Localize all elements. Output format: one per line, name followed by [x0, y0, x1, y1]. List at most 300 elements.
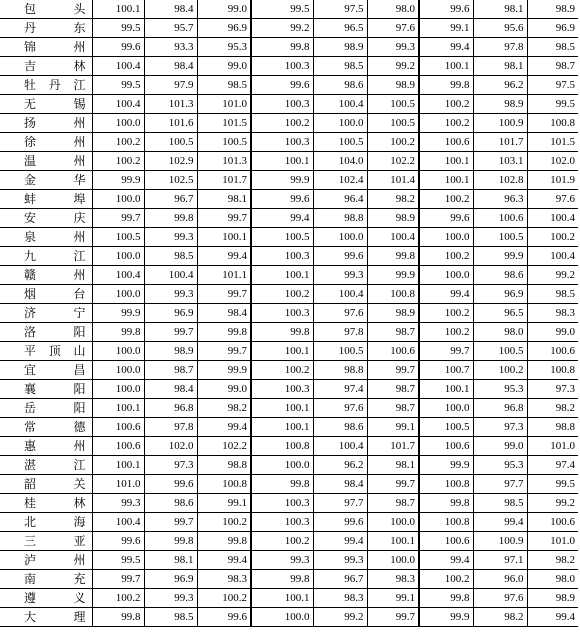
index-value: 100.1	[251, 266, 313, 285]
index-value: 97.6	[527, 190, 578, 209]
index-value: 98.5	[313, 57, 367, 76]
index-value: 99.6	[92, 38, 144, 57]
table-row	[0, 304, 578, 323]
index-value: 98.1	[473, 57, 527, 76]
index-value: 98.2	[197, 399, 251, 418]
table-row	[0, 475, 578, 494]
index-value: 98.9	[527, 589, 578, 608]
index-value: 100.2	[197, 513, 251, 532]
index-value: 98.3	[197, 570, 251, 589]
index-value: 98.8	[197, 456, 251, 475]
index-value: 99.8	[419, 589, 473, 608]
index-value: 100.2	[251, 361, 313, 380]
index-value: 98.5	[527, 285, 578, 304]
index-value: 101.9	[527, 171, 578, 190]
index-value: 100.4	[313, 285, 367, 304]
index-value: 99.4	[419, 551, 473, 570]
index-value: 102.5	[144, 171, 197, 190]
index-value: 98.7	[367, 494, 419, 513]
index-value: 98.9	[473, 95, 527, 114]
index-value: 101.5	[527, 133, 578, 152]
city-name: 温 州	[0, 152, 92, 171]
table-row	[0, 114, 578, 133]
index-value: 98.2	[527, 399, 578, 418]
index-value: 97.1	[473, 551, 527, 570]
index-value: 99.3	[313, 266, 367, 285]
index-value: 98.3	[367, 570, 419, 589]
index-value: 100.2	[419, 247, 473, 266]
index-value: 101.3	[144, 95, 197, 114]
index-value: 98.4	[313, 475, 367, 494]
index-value: 98.5	[144, 608, 197, 627]
index-value: 98.1	[144, 551, 197, 570]
index-value: 100.0	[92, 285, 144, 304]
index-value: 100.6	[419, 133, 473, 152]
index-value: 100.3	[251, 513, 313, 532]
index-value: 100.4	[527, 209, 578, 228]
city-name: 烟 台	[0, 285, 92, 304]
index-value: 96.9	[144, 304, 197, 323]
index-value: 99.8	[197, 323, 251, 342]
index-value: 96.2	[473, 76, 527, 95]
table-row	[0, 190, 578, 209]
city-name: 襄 阳	[0, 380, 92, 399]
index-value: 99.3	[144, 589, 197, 608]
index-value: 100.0	[92, 247, 144, 266]
table-row	[0, 437, 578, 456]
index-value: 98.7	[144, 361, 197, 380]
city-name: 蚌 埠	[0, 190, 92, 209]
index-value: 101.6	[144, 114, 197, 133]
index-value: 100.1	[251, 399, 313, 418]
index-value: 99.5	[92, 551, 144, 570]
city-name: 泸 州	[0, 551, 92, 570]
index-value: 99.9	[419, 456, 473, 475]
index-value: 100.1	[419, 380, 473, 399]
index-value: 100.1	[251, 342, 313, 361]
index-value: 100.0	[419, 228, 473, 247]
index-value: 98.5	[197, 76, 251, 95]
city-name: 九 江	[0, 247, 92, 266]
index-value: 100.2	[419, 190, 473, 209]
index-value: 100.0	[251, 608, 313, 627]
index-value: 93.3	[144, 38, 197, 57]
index-value: 100.5	[367, 114, 419, 133]
index-value: 100.3	[251, 133, 313, 152]
index-value: 100.1	[197, 228, 251, 247]
index-value: 102.4	[313, 171, 367, 190]
index-value: 101.7	[197, 171, 251, 190]
table-row	[0, 247, 578, 266]
index-value: 98.6	[313, 76, 367, 95]
index-value: 100.1	[419, 57, 473, 76]
index-value: 99.4	[197, 418, 251, 437]
index-value: 96.8	[144, 399, 197, 418]
index-value: 100.0	[92, 190, 144, 209]
index-value: 99.4	[197, 551, 251, 570]
index-value: 100.1	[419, 171, 473, 190]
index-value: 100.4	[313, 437, 367, 456]
index-value: 99.6	[144, 475, 197, 494]
table-row	[0, 532, 578, 551]
index-value: 98.0	[473, 323, 527, 342]
index-value: 100.6	[527, 342, 578, 361]
city-name: 无 锡	[0, 95, 92, 114]
index-value: 100.2	[251, 114, 313, 133]
index-value: 99.0	[197, 380, 251, 399]
index-value: 96.4	[313, 190, 367, 209]
index-value: 96.8	[473, 399, 527, 418]
city-name: 扬 州	[0, 114, 92, 133]
index-value: 99.3	[251, 551, 313, 570]
index-value: 98.3	[527, 304, 578, 323]
index-value: 97.4	[313, 380, 367, 399]
index-value: 99.9	[419, 608, 473, 627]
index-value: 99.8	[144, 532, 197, 551]
city-name: 宜 昌	[0, 361, 92, 380]
index-value: 100.4	[92, 513, 144, 532]
city-name: 包 头	[0, 0, 92, 19]
index-value: 99.5	[92, 19, 144, 38]
index-value: 100.0	[367, 513, 419, 532]
index-value: 100.4	[367, 228, 419, 247]
index-value: 100.4	[92, 95, 144, 114]
city-name: 安 庆	[0, 209, 92, 228]
index-value: 99.4	[527, 608, 578, 627]
index-value: 96.9	[144, 570, 197, 589]
index-value: 100.5	[313, 342, 367, 361]
index-value: 99.5	[251, 0, 313, 19]
index-value: 98.8	[313, 361, 367, 380]
index-value: 99.4	[473, 513, 527, 532]
index-value: 98.7	[527, 57, 578, 76]
index-value: 100.1	[92, 399, 144, 418]
index-value: 100.7	[419, 361, 473, 380]
index-value: 96.7	[144, 190, 197, 209]
index-value: 100.2	[197, 589, 251, 608]
index-value: 100.2	[251, 532, 313, 551]
table-row	[0, 551, 578, 570]
index-value: 100.8	[419, 475, 473, 494]
index-value: 100.2	[527, 228, 578, 247]
index-value: 100.1	[251, 418, 313, 437]
index-value: 100.6	[367, 342, 419, 361]
index-value: 99.9	[92, 171, 144, 190]
table-row	[0, 589, 578, 608]
index-value: 99.7	[367, 361, 419, 380]
index-value: 99.8	[251, 38, 313, 57]
index-value: 97.7	[313, 494, 367, 513]
index-value: 96.0	[473, 570, 527, 589]
index-value: 100.8	[527, 361, 578, 380]
index-value: 99.7	[92, 570, 144, 589]
index-value: 100.1	[419, 152, 473, 171]
index-value: 99.8	[92, 608, 144, 627]
index-value: 99.7	[197, 209, 251, 228]
index-value: 99.7	[419, 342, 473, 361]
index-value: 100.2	[251, 285, 313, 304]
index-value: 99.8	[419, 494, 473, 513]
index-value: 100.6	[473, 209, 527, 228]
index-value: 99.3	[313, 551, 367, 570]
index-value: 100.1	[251, 589, 313, 608]
index-value: 100.9	[473, 532, 527, 551]
index-value: 100.5	[367, 95, 419, 114]
index-value: 97.6	[313, 399, 367, 418]
index-value: 100.2	[92, 133, 144, 152]
index-value: 99.3	[144, 285, 197, 304]
index-value: 99.8	[251, 570, 313, 589]
table-row	[0, 342, 578, 361]
index-value: 100.4	[313, 95, 367, 114]
index-value: 97.7	[473, 475, 527, 494]
index-value: 100.0	[92, 114, 144, 133]
index-value: 98.2	[527, 551, 578, 570]
index-value: 98.4	[144, 0, 197, 19]
index-value: 98.7	[367, 323, 419, 342]
index-value: 99.8	[251, 475, 313, 494]
index-value: 99.7	[197, 285, 251, 304]
index-value: 101.1	[197, 266, 251, 285]
index-value: 100.0	[419, 266, 473, 285]
index-value: 99.8	[144, 209, 197, 228]
city-name: 惠 州	[0, 437, 92, 456]
index-value: 98.5	[527, 38, 578, 57]
index-value: 100.4	[144, 266, 197, 285]
table-row	[0, 323, 578, 342]
index-value: 101.3	[197, 152, 251, 171]
index-value: 99.6	[419, 209, 473, 228]
index-value: 97.5	[313, 0, 367, 19]
city-name: 徐 州	[0, 133, 92, 152]
table-row	[0, 0, 578, 19]
index-value: 98.5	[473, 494, 527, 513]
table-row	[0, 608, 578, 627]
index-value: 96.5	[473, 304, 527, 323]
index-value: 96.5	[313, 19, 367, 38]
index-value: 99.5	[92, 76, 144, 95]
city-name: 赣 州	[0, 266, 92, 285]
index-value: 101.0	[527, 532, 578, 551]
index-value: 99.0	[473, 437, 527, 456]
index-value: 100.0	[92, 380, 144, 399]
index-value: 98.0	[527, 570, 578, 589]
index-value: 100.2	[92, 152, 144, 171]
index-value: 99.9	[473, 247, 527, 266]
index-value: 100.8	[197, 475, 251, 494]
city-name: 遵 义	[0, 589, 92, 608]
index-value: 100.2	[419, 114, 473, 133]
index-value: 99.6	[92, 532, 144, 551]
index-value: 95.6	[473, 19, 527, 38]
index-value: 99.4	[197, 247, 251, 266]
index-value: 100.1	[367, 532, 419, 551]
index-value: 97.5	[527, 76, 578, 95]
city-name: 常 德	[0, 418, 92, 437]
index-value: 96.9	[473, 285, 527, 304]
city-name: 三 亚	[0, 532, 92, 551]
table-row	[0, 418, 578, 437]
index-value: 97.9	[144, 76, 197, 95]
index-value: 99.7	[367, 475, 419, 494]
index-value: 99.4	[419, 38, 473, 57]
index-value: 99.1	[367, 589, 419, 608]
table-row	[0, 38, 578, 57]
index-value: 98.8	[527, 418, 578, 437]
index-value: 101.7	[473, 133, 527, 152]
index-value: 102.0	[144, 437, 197, 456]
index-value: 98.9	[367, 209, 419, 228]
index-value: 98.2	[367, 190, 419, 209]
index-value: 98.6	[473, 266, 527, 285]
index-value: 99.8	[367, 247, 419, 266]
city-name: 金 华	[0, 171, 92, 190]
index-value: 100.3	[251, 494, 313, 513]
index-value: 101.7	[367, 437, 419, 456]
index-value: 98.5	[144, 247, 197, 266]
index-value: 98.9	[313, 38, 367, 57]
index-value: 97.8	[313, 323, 367, 342]
index-value: 99.8	[251, 323, 313, 342]
index-value: 99.6	[313, 247, 367, 266]
index-value: 97.6	[473, 589, 527, 608]
index-value: 98.9	[367, 304, 419, 323]
city-name: 洛 阳	[0, 323, 92, 342]
table-row	[0, 399, 578, 418]
index-value: 100.3	[251, 247, 313, 266]
index-value: 100.3	[251, 95, 313, 114]
city-name: 丹 东	[0, 19, 92, 38]
table-row	[0, 380, 578, 399]
index-value: 99.8	[419, 76, 473, 95]
index-value: 100.2	[419, 304, 473, 323]
index-value: 98.8	[313, 209, 367, 228]
index-value: 100.9	[473, 114, 527, 133]
index-value: 99.9	[367, 266, 419, 285]
index-value: 99.6	[197, 608, 251, 627]
index-value: 100.0	[419, 399, 473, 418]
index-value: 99.1	[367, 418, 419, 437]
index-value: 100.8	[527, 114, 578, 133]
index-value: 99.2	[367, 57, 419, 76]
index-value: 96.9	[197, 19, 251, 38]
index-value: 100.5	[473, 228, 527, 247]
index-value: 100.3	[251, 304, 313, 323]
index-value: 99.7	[144, 513, 197, 532]
index-value: 100.5	[251, 228, 313, 247]
index-value: 100.6	[92, 418, 144, 437]
index-value: 98.4	[144, 57, 197, 76]
index-value: 99.6	[313, 513, 367, 532]
table-row	[0, 285, 578, 304]
table-row	[0, 76, 578, 95]
index-value: 100.5	[473, 342, 527, 361]
index-value: 99.6	[251, 190, 313, 209]
city-name: 北 海	[0, 513, 92, 532]
index-value: 100.8	[419, 513, 473, 532]
index-value: 99.9	[197, 361, 251, 380]
city-name: 吉 林	[0, 57, 92, 76]
index-value: 97.8	[473, 38, 527, 57]
index-value: 100.4	[92, 57, 144, 76]
index-value: 101.0	[527, 437, 578, 456]
index-value: 102.8	[473, 171, 527, 190]
city-name: 大 理	[0, 608, 92, 627]
index-value: 100.0	[367, 551, 419, 570]
index-value: 97.8	[144, 418, 197, 437]
index-value: 99.3	[92, 494, 144, 513]
index-value: 99.0	[197, 0, 251, 19]
index-value: 100.1	[92, 456, 144, 475]
index-value: 99.3	[367, 38, 419, 57]
city-name: 南 充	[0, 570, 92, 589]
city-name: 岳 阳	[0, 399, 92, 418]
index-value: 100.8	[251, 437, 313, 456]
index-value: 99.7	[197, 342, 251, 361]
index-value: 100.6	[419, 437, 473, 456]
index-value: 99.0	[527, 323, 578, 342]
index-value: 101.5	[197, 114, 251, 133]
index-value: 100.0	[251, 456, 313, 475]
index-value: 99.6	[251, 76, 313, 95]
table-row	[0, 513, 578, 532]
index-value: 99.7	[144, 323, 197, 342]
index-value: 100.0	[92, 342, 144, 361]
index-value: 99.8	[197, 532, 251, 551]
index-value: 100.4	[92, 266, 144, 285]
index-value: 97.3	[144, 456, 197, 475]
index-value: 97.4	[527, 456, 578, 475]
index-value: 100.5	[313, 133, 367, 152]
index-value: 102.2	[197, 437, 251, 456]
index-value: 99.5	[527, 95, 578, 114]
table-row	[0, 456, 578, 475]
index-value: 100.3	[251, 57, 313, 76]
index-value: 99.0	[197, 57, 251, 76]
index-value: 99.4	[313, 532, 367, 551]
table-row	[0, 209, 578, 228]
index-value: 99.9	[251, 171, 313, 190]
index-value: 100.4	[527, 247, 578, 266]
index-value: 98.6	[144, 494, 197, 513]
index-value: 99.1	[419, 19, 473, 38]
index-value: 100.2	[419, 570, 473, 589]
index-value: 101.0	[92, 475, 144, 494]
table-row	[0, 361, 578, 380]
index-value: 100.6	[419, 532, 473, 551]
index-value: 98.4	[197, 304, 251, 323]
index-value: 100.5	[92, 228, 144, 247]
index-value: 96.7	[313, 570, 367, 589]
index-value: 95.3	[197, 38, 251, 57]
city-name: 济 宁	[0, 304, 92, 323]
table-row	[0, 133, 578, 152]
table-row	[0, 57, 578, 76]
index-value: 100.2	[419, 95, 473, 114]
index-value: 98.7	[367, 399, 419, 418]
index-value: 100.2	[92, 589, 144, 608]
index-value: 99.3	[144, 228, 197, 247]
index-value: 100.6	[527, 513, 578, 532]
table-row	[0, 570, 578, 589]
city-name: 湛 江	[0, 456, 92, 475]
index-value: 97.6	[313, 304, 367, 323]
index-value: 100.0	[313, 114, 367, 133]
index-value: 99.9	[92, 304, 144, 323]
city-name: 泉 州	[0, 228, 92, 247]
index-value: 100.6	[92, 437, 144, 456]
index-value: 98.6	[313, 418, 367, 437]
